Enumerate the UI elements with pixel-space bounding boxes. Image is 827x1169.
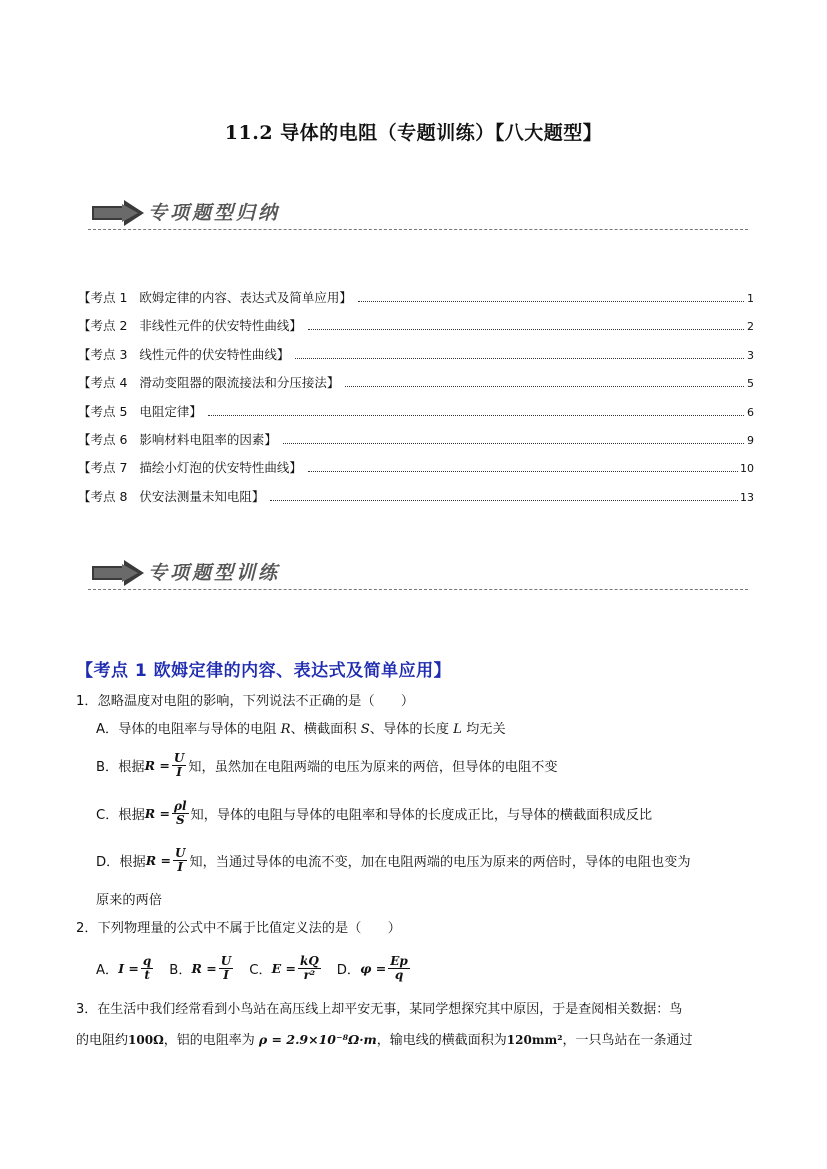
question-2-options: A． I = $\frac{q}{t}$ B． R = $\frac{U}{I}$ C． E = $\frac{kQ}{\text{r²}}$ D． φ = $\frac{Ep}{q}$ (96, 954, 408, 982)
formula-fraction: $\frac{\rho l}{S}$ (174, 799, 187, 827)
toc-item[interactable]: 【考点 8 伏安法测量未知电阻】 13 (78, 488, 754, 504)
question-2-stem: 2．下列物理量的公式中不属于比值定义法的是（ ） (76, 921, 401, 936)
banner-label: 专项题型训练 (148, 562, 281, 584)
toc-item[interactable]: 【考点 4 滑动变阻器的限流接法和分压接法】 5 (78, 375, 754, 391)
question-1-option-b: B．根据 R = $\frac{U}{I}$ 知，虽然加在电阻两端的电压为原来的两倍，但导体的电阻不变 (96, 751, 558, 779)
document-title: 11.2 导体的电阻（专题训练）【八大题型】 (224, 122, 603, 144)
question-1-option-d: D．根据 R = $\frac{U}{I}$ 知，当通过导体的电流不变，加在电阻两端的电压为原来的两倍时，导体的电阻也变为 (96, 846, 691, 874)
divider (88, 589, 748, 590)
section-heading: 【考点 1 欧姆定律的内容、表达式及简单应用】 (76, 661, 452, 681)
toc-item[interactable]: 【考点 5 电阻定律】 6 (78, 403, 754, 419)
section-banner-summary (88, 196, 748, 230)
formula-fraction: $\frac{kQ}{\text{r²}}$ (300, 954, 319, 982)
banner-label: 专项题型归纳 (148, 202, 281, 224)
formula-fraction: $\frac{U}{I}$ (220, 954, 232, 982)
question-3-line-2: 的电阻约100Ω，铝的电阻率为 ρ = 2.9×10⁻⁸Ω·m，输电线的横截面积为120mm²，一只鸟站在一条通过 (76, 1032, 693, 1048)
section-banner-training (88, 556, 748, 590)
table-of-contents (78, 288, 754, 515)
toc-item[interactable]: 【考点 7 描绘小灯泡的伏安特性曲线】 10 (78, 460, 754, 476)
toc-item[interactable]: 【考点 6 影响材料电阻率的因素】 9 (78, 431, 754, 447)
question-1-option-d-continued: 原来的两倍 (96, 893, 162, 908)
toc-item[interactable]: 【考点 1 欧姆定律的内容、表达式及简单应用】 1 (78, 290, 754, 305)
formula-fraction: $\frac{q}{t}$ (142, 954, 152, 982)
question-3-line-1: 3．在生活中我们经常看到小鸟站在高压线上却平安无事，某同学想探究其中原因，于是查阅相关数据：鸟 (76, 1002, 683, 1017)
question-1-option-c: C．根据 R = $\frac{\rho l}{S}$ 知，导体的电阻与导体的电阻率和导体的长度成正比，与导体的横截面积成反比 (96, 799, 653, 827)
formula-fraction: $\frac{Ep}{q}$ (390, 954, 408, 982)
question-1-stem: 1．忽略温度对电阻的影响，下列说法不正确的是（ ） (76, 694, 415, 709)
toc-item[interactable]: 【考点 2 非线性元件的伏安特性曲线】 2 (78, 318, 754, 334)
arrow-icon (92, 560, 144, 586)
formula-fraction: $\frac{U}{I}$ (174, 846, 186, 874)
divider (88, 229, 748, 230)
arrow-icon (92, 200, 144, 226)
toc-item[interactable]: 【考点 3 线性元件的伏安特性曲线】 3 (78, 346, 754, 362)
formula-fraction: $\frac{U}{I}$ (173, 751, 185, 779)
question-1-option-a: A．导体的电阻率与导体的电阻 R、横截面积 S、导体的长度 L 均无关 (96, 722, 506, 737)
